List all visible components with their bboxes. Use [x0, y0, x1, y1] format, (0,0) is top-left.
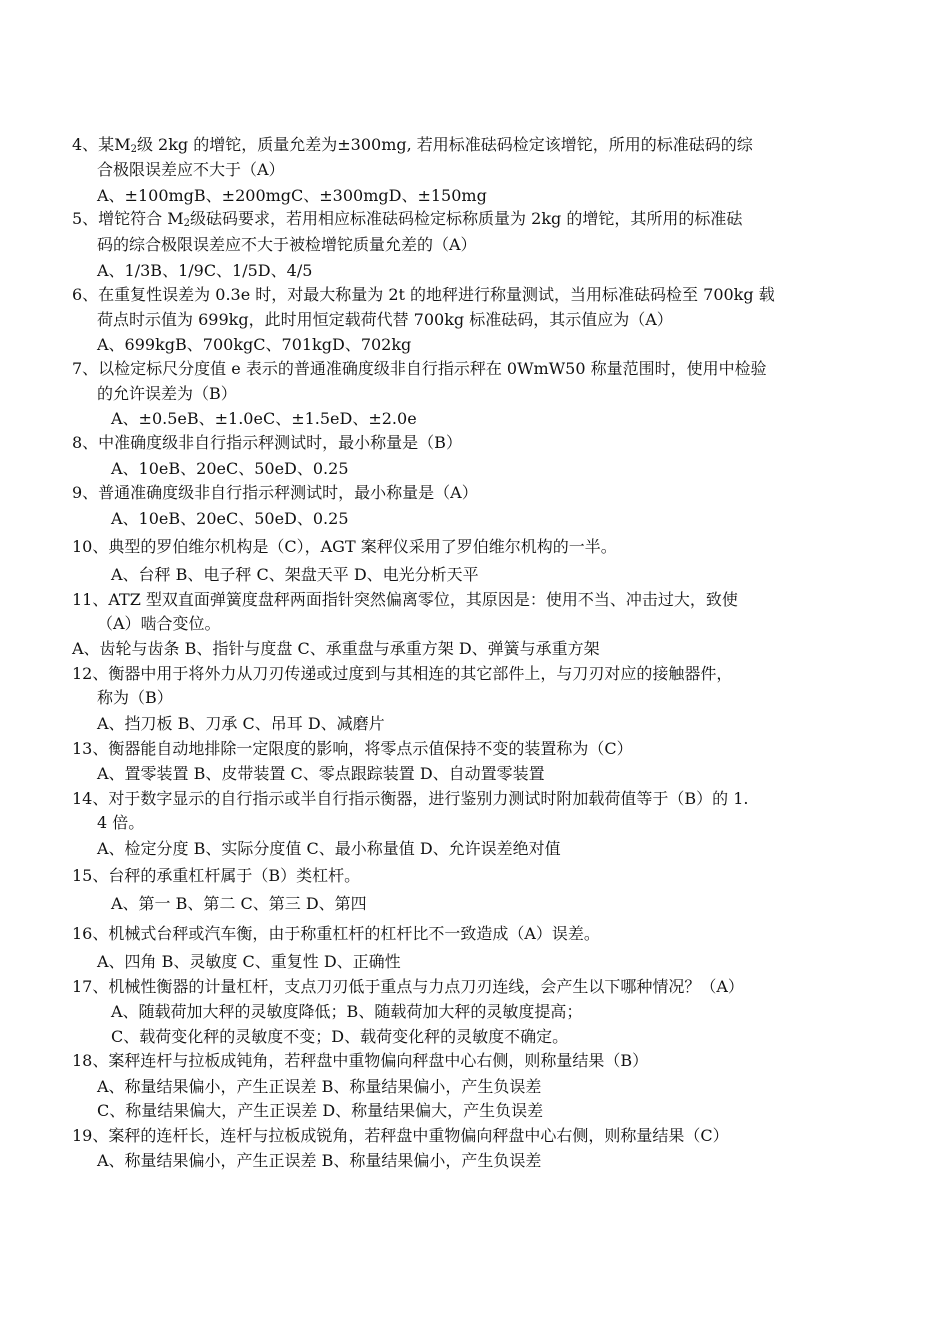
question-11-line-2: （A）啮合变位。 — [97, 614, 221, 633]
question-9-options: A、10eB、20eC、50eD、0.25 — [111, 509, 349, 528]
question-5-line-1: 5、增铊符合 $M_2$级砝码要求，若用相应标准砝码检定标称质量为 2kg 的增铊，其所用的标准砝 — [72, 209, 743, 229]
question-13-options: A、置零装置 B、皮带装置 C、零点跟踪装置 D、自动置零装置 — [97, 764, 545, 783]
question-9-line-1: 9、普通准确度级非自行指示秤测试时，最小称量是（A） — [72, 483, 478, 502]
question-7-line-2: 的允许误差为（B） — [97, 384, 237, 403]
question-5-line-2: 码的综合极限误差应不大于被检增铊质量允差的（A） — [97, 235, 477, 254]
question-15-line-1: 15、台秤的承重杠杆属于（B）类杠杆。 — [72, 866, 361, 885]
question-17-line-1: 17、机械性衡器的计量杠杆，支点刀刃低于重点与力点刀刃连线，会产生以下哪种情况？（A） — [72, 977, 744, 996]
question-16-options: A、四角 B、灵敏度 C、重复性 D、正确性 — [97, 952, 401, 971]
question-12-line-1: 12、衡器中用于将外力从刀刃传递或过度到与其相连的其它部件上，与刀刃对应的接触器件， — [72, 664, 733, 683]
question-18-options-2: C、称量结果偏大，产生正误差 D、称量结果偏大，产生负误差 — [97, 1101, 544, 1120]
question-4-line-2: 合极限误差应不大于（A） — [97, 160, 285, 179]
question-15-options: A、第一 B、第二 C、第三 D、第四 — [111, 894, 367, 913]
question-19-line-1: 19、案秤的连杆长，连杆与拉板成锐角，若秤盘中重物偏向秤盘中心右侧，则称量结果（C） — [72, 1126, 729, 1145]
question-17-options-1: A、随载荷加大秤的灵敏度降低；B、随载荷加大秤的灵敏度提高； — [111, 1002, 583, 1021]
question-7-options: A、±0.5eB、±1.0eC、±1.5eD、±2.0e — [111, 409, 417, 428]
question-6-line-1: 6、在重复性误差为 0.3e 时，对最大称量为 2t 的地秤进行称量测试，当用标准砝码检至 700kg 载 — [72, 285, 775, 304]
question-8-line-1: 8、中准确度级非自行指示秤测试时，最小称量是（B） — [72, 433, 462, 452]
question-6-line-2: 荷点时示值为 699kg，此时用恒定载荷代替 700kg 标准砝码，其示值应为（A） — [97, 310, 673, 329]
question-19-options-1: A、称量结果偏小，产生正误差 B、称量结果偏小，产生负误差 — [97, 1151, 542, 1170]
question-17-options-2: C、载荷变化秤的灵敏度不变；D、载荷变化秤的灵敏度不确定。 — [111, 1027, 569, 1046]
question-5-options: A、1/3B、1/9C、1/5D、4/5 — [97, 261, 313, 280]
question-10-line-1: 10、典型的罗伯维尔机构是（C），AGT 案秤仪采用了罗伯维尔机构的一半。 — [72, 537, 617, 556]
question-4-options: A、±100mgB、±200mgC、±300mgD、±150mg — [97, 186, 487, 205]
question-6-options: A、699kgB、700kgC、701kgD、702kg — [97, 335, 412, 354]
question-14-options: A、检定分度 B、实际分度值 C、最小称量值 D、允许误差绝对值 — [97, 839, 561, 858]
question-11-line-1: 11、ATZ 型双直面弹簧度盘秤两面指针突然偏离零位，其原因是：使用不当、冲击过大，致使 — [72, 590, 738, 609]
question-14-line-2: 4 倍。 — [97, 813, 145, 832]
question-10-options: A、台秤 B、电子秤 C、架盘天平 D、电光分析天平 — [111, 565, 479, 584]
question-16-line-1: 16、机械式台秤或汽车衡，由于称重杠杆的杠杆比不一致造成（A）误差。 — [72, 924, 600, 943]
question-14-line-1: 14、对于数字显示的自行指示或半自行指示衡器，进行鉴别力测试时附加载荷值等于（B）的 1. — [72, 789, 749, 808]
question-7-line-1: 7、以检定标尺分度值 e 表示的普通准确度级非自行指示秤在 0WmW50 称量范围时，使用中检验 — [72, 359, 767, 378]
question-8-options: A、10eB、20eC、50eD、0.25 — [111, 459, 349, 478]
question-13-line-1: 13、衡器能自动地排除一定限度的影响，将零点示值保持不变的装置称为（C） — [72, 739, 633, 758]
question-12-line-2: 称为（B） — [97, 688, 173, 707]
question-12-options: A、挡刀板 B、刀承 C、吊耳 D、减磨片 — [97, 714, 385, 733]
question-11-options: A、齿轮与齿条 B、指针与度盘 C、承重盘与承重方架 D、弹簧与承重方架 — [72, 639, 600, 658]
question-18-options-1: A、称量结果偏小，产生正误差 B、称量结果偏小，产生负误差 — [97, 1077, 542, 1096]
question-4-line-1: 4、某$M_2$级 2kg 的增铊，质量允差为±300mg, 若用标准砝码检定该增铊，所用的标准砝码的综 — [72, 135, 753, 155]
question-18-line-1: 18、案秤连杆与拉板成钝角，若秤盘中重物偏向秤盘中心右侧，则称量结果（B） — [72, 1051, 649, 1070]
